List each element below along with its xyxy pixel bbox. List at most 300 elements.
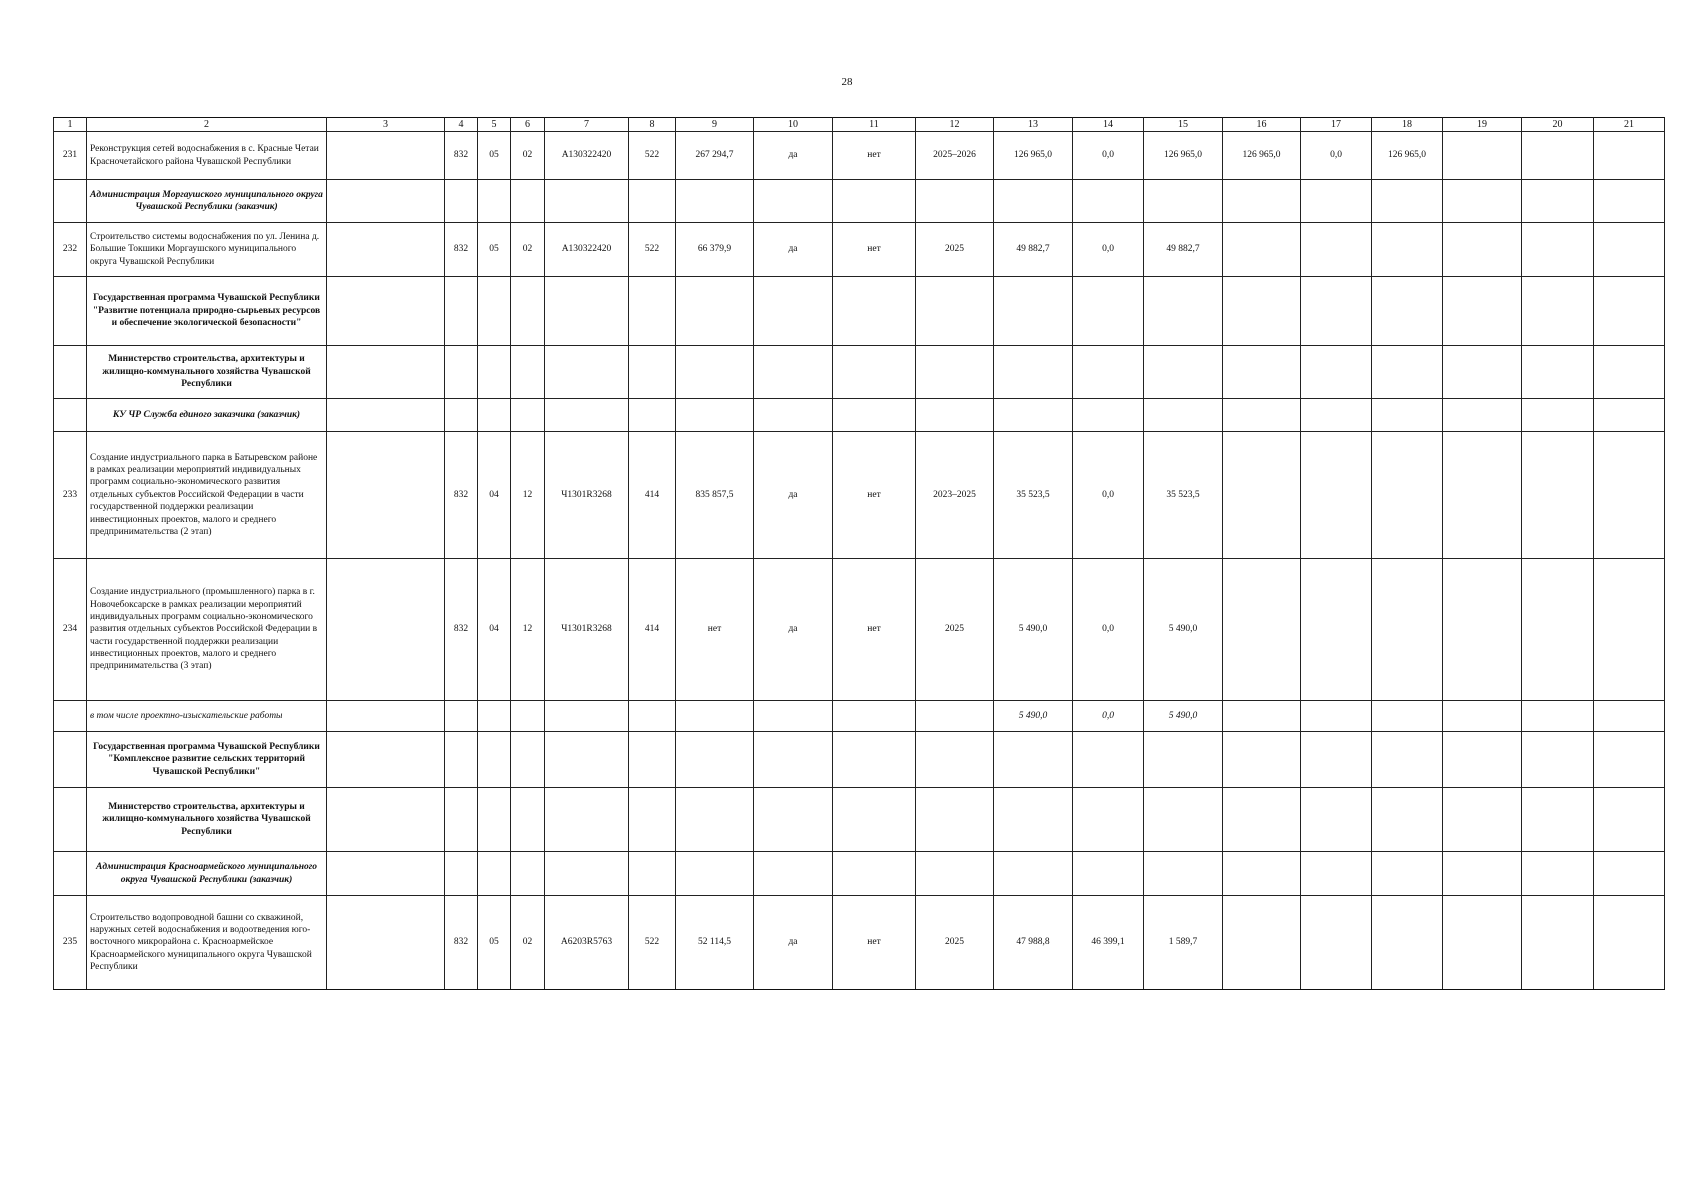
cell-c19: [1443, 788, 1522, 852]
cell-c16: [1223, 732, 1301, 788]
column-header: 4: [445, 118, 478, 132]
cell-c5: 04: [478, 432, 511, 559]
cell-c4: 832: [445, 432, 478, 559]
cell-c20: [1522, 180, 1594, 223]
object-name: Создание индустриального (промышленного) парка в г. Новочебоксарске в рамках реализации мероприятий индивидуальных программ социально-экономического развития отдельных субъектов Российской Федерации в части государственной поддержки реализации инвестиционных проектов, малого и среднего предпринимательства (3 этап): [87, 559, 327, 701]
cell-c16: [1223, 277, 1301, 346]
cell-c13: 47 988,8: [994, 896, 1073, 990]
cell-c6: 02: [511, 132, 545, 180]
cell-c11: [833, 346, 916, 399]
cell-c8: 522: [629, 132, 676, 180]
cell-c3: [327, 432, 445, 559]
cell-c11: нет: [833, 559, 916, 701]
cell-c19: [1443, 346, 1522, 399]
column-header: 8: [629, 118, 676, 132]
cell-c7: Ч1301R3268: [545, 559, 629, 701]
cell-c7: А130322420: [545, 223, 629, 277]
cell-c15: [1144, 788, 1223, 852]
cell-c13: [994, 399, 1073, 432]
cell-c9: 835 857,5: [676, 432, 754, 559]
cell-c14: 0,0: [1073, 432, 1144, 559]
row-number: [54, 346, 87, 399]
cell-c13: [994, 346, 1073, 399]
column-header: 16: [1223, 118, 1301, 132]
section-heading: Администрация Моргаушского муниципального округа Чувашской Республики (заказчик): [87, 180, 327, 223]
column-header: 18: [1372, 118, 1443, 132]
row-number: [54, 277, 87, 346]
cell-c17: [1301, 788, 1372, 852]
cell-c18: [1372, 223, 1443, 277]
cell-c21: [1594, 399, 1665, 432]
row-number: [54, 180, 87, 223]
cell-c5: 05: [478, 896, 511, 990]
section-heading: КУ ЧР Служба единого заказчика (заказчик): [87, 399, 327, 432]
cell-c3: [327, 399, 445, 432]
cell-c20: [1522, 399, 1594, 432]
cell-c15: 49 882,7: [1144, 223, 1223, 277]
cell-c21: [1594, 132, 1665, 180]
cell-c18: [1372, 559, 1443, 701]
cell-c10: [754, 277, 833, 346]
cell-c5: [478, 180, 511, 223]
cell-c4: [445, 277, 478, 346]
cell-c18: [1372, 896, 1443, 990]
row-number: [54, 701, 87, 732]
cell-c21: [1594, 788, 1665, 852]
cell-c9: [676, 852, 754, 896]
cell-c19: [1443, 852, 1522, 896]
object-name: Строительство системы водоснабжения по ул. Ленина д. Большие Токшики Моргаушского муниципального округа Чувашской Республики: [87, 223, 327, 277]
cell-c16: 126 965,0: [1223, 132, 1301, 180]
table-row: [54, 896, 1665, 990]
cell-c7: [545, 788, 629, 852]
cell-c12: [916, 346, 994, 399]
section-heading: Государственная программа Чувашской Республики "Комплексное развитие сельских территорий Чувашской Республики": [87, 732, 327, 788]
row-number: 234: [54, 559, 87, 701]
cell-c5: [478, 852, 511, 896]
cell-c10: да: [754, 896, 833, 990]
column-header: 15: [1144, 118, 1223, 132]
section-heading: Министерство строительства, архитектуры и жилищно-коммунального хозяйства Чувашской Республики: [87, 346, 327, 399]
cell-c17: [1301, 896, 1372, 990]
row-number: 235: [54, 896, 87, 990]
cell-c5: [478, 399, 511, 432]
cell-c19: [1443, 896, 1522, 990]
cell-c16: [1223, 223, 1301, 277]
cell-c15: [1144, 852, 1223, 896]
column-header: 11: [833, 118, 916, 132]
cell-c6: [511, 399, 545, 432]
cell-c3: [327, 701, 445, 732]
column-header: 7: [545, 118, 629, 132]
cell-c16: [1223, 701, 1301, 732]
cell-c13: [994, 732, 1073, 788]
cell-c20: [1522, 132, 1594, 180]
cell-c11: нет: [833, 223, 916, 277]
cell-c10: [754, 180, 833, 223]
cell-c4: [445, 852, 478, 896]
cell-c9: [676, 180, 754, 223]
cell-c6: [511, 277, 545, 346]
cell-c20: [1522, 896, 1594, 990]
cell-c13: [994, 852, 1073, 896]
cell-c14: [1073, 399, 1144, 432]
cell-c12: 2023–2025: [916, 432, 994, 559]
cell-c13: [994, 277, 1073, 346]
cell-c5: 04: [478, 559, 511, 701]
cell-c14: [1073, 277, 1144, 346]
cell-c5: 05: [478, 132, 511, 180]
cell-c3: [327, 223, 445, 277]
section-heading: Министерство строительства, архитектуры и жилищно-коммунального хозяйства Чувашской Республики: [87, 788, 327, 852]
cell-c18: [1372, 399, 1443, 432]
column-header: 1: [54, 118, 87, 132]
cell-c21: [1594, 896, 1665, 990]
cell-c10: да: [754, 132, 833, 180]
cell-c8: [629, 732, 676, 788]
cell-c8: [629, 788, 676, 852]
cell-c4: 832: [445, 896, 478, 990]
cell-c5: [478, 732, 511, 788]
cell-c13: 126 965,0: [994, 132, 1073, 180]
cell-c19: [1443, 132, 1522, 180]
cell-c12: [916, 732, 994, 788]
cell-c12: [916, 788, 994, 852]
budget-table: [53, 117, 1665, 990]
cell-c5: [478, 346, 511, 399]
table-row: [54, 788, 1665, 852]
cell-c6: [511, 346, 545, 399]
cell-c20: [1522, 223, 1594, 277]
cell-c8: [629, 852, 676, 896]
cell-c17: [1301, 346, 1372, 399]
cell-c15: [1144, 346, 1223, 399]
cell-c14: [1073, 788, 1144, 852]
cell-c18: [1372, 852, 1443, 896]
cell-c17: [1301, 732, 1372, 788]
column-header: 21: [1594, 118, 1665, 132]
column-header: 12: [916, 118, 994, 132]
cell-c20: [1522, 432, 1594, 559]
cell-c11: [833, 732, 916, 788]
table-row: [54, 852, 1665, 896]
cell-c21: [1594, 277, 1665, 346]
cell-c19: [1443, 399, 1522, 432]
cell-c10: [754, 701, 833, 732]
cell-c9: [676, 788, 754, 852]
cell-c8: 414: [629, 432, 676, 559]
cell-c4: [445, 346, 478, 399]
column-header: 14: [1073, 118, 1144, 132]
cell-c10: да: [754, 432, 833, 559]
cell-c8: [629, 180, 676, 223]
cell-c14: [1073, 180, 1144, 223]
cell-c7: [545, 277, 629, 346]
cell-c19: [1443, 732, 1522, 788]
object-name: Реконструкция сетей водоснабжения в с. Красные Четаи Красночетайского района Чувашской Республики: [87, 132, 327, 180]
table-row: [54, 223, 1665, 277]
cell-c17: 0,0: [1301, 132, 1372, 180]
cell-c14: 0,0: [1073, 223, 1144, 277]
cell-c16: [1223, 180, 1301, 223]
column-header: 13: [994, 118, 1073, 132]
cell-c12: 2025: [916, 896, 994, 990]
column-header: 2: [87, 118, 327, 132]
cell-c11: [833, 180, 916, 223]
table-row: [54, 559, 1665, 701]
cell-c3: [327, 852, 445, 896]
cell-c7: А130322420: [545, 132, 629, 180]
cell-c21: [1594, 346, 1665, 399]
cell-c15: [1144, 277, 1223, 346]
cell-c8: 522: [629, 223, 676, 277]
cell-c11: нет: [833, 432, 916, 559]
cell-c20: [1522, 559, 1594, 701]
column-header: 19: [1443, 118, 1522, 132]
cell-c11: [833, 399, 916, 432]
cell-c8: 522: [629, 896, 676, 990]
cell-c7: [545, 399, 629, 432]
cell-c3: [327, 896, 445, 990]
cell-c15: 126 965,0: [1144, 132, 1223, 180]
cell-c12: [916, 852, 994, 896]
cell-c6: 12: [511, 559, 545, 701]
cell-c15: 5 490,0: [1144, 701, 1223, 732]
column-header: 9: [676, 118, 754, 132]
cell-c21: [1594, 223, 1665, 277]
cell-c6: [511, 180, 545, 223]
cell-c14: 46 399,1: [1073, 896, 1144, 990]
cell-c17: [1301, 432, 1372, 559]
cell-c14: 0,0: [1073, 559, 1144, 701]
cell-c4: [445, 701, 478, 732]
column-header: 20: [1522, 118, 1594, 132]
cell-c11: [833, 277, 916, 346]
cell-c4: 832: [445, 223, 478, 277]
cell-c16: [1223, 399, 1301, 432]
cell-c17: [1301, 180, 1372, 223]
cell-c17: [1301, 852, 1372, 896]
cell-c9: [676, 701, 754, 732]
cell-c13: [994, 788, 1073, 852]
cell-c8: [629, 701, 676, 732]
cell-c15: [1144, 732, 1223, 788]
cell-c6: 02: [511, 223, 545, 277]
column-header-row: [54, 118, 1665, 132]
cell-c13: [994, 180, 1073, 223]
subtotal-label: в том числе проектно-изыскательские работы: [87, 701, 327, 732]
row-number: [54, 399, 87, 432]
cell-c12: 2025: [916, 223, 994, 277]
cell-c3: [327, 277, 445, 346]
cell-c12: [916, 180, 994, 223]
row-number: [54, 732, 87, 788]
cell-c17: [1301, 399, 1372, 432]
cell-c18: 126 965,0: [1372, 132, 1443, 180]
cell-c4: 832: [445, 132, 478, 180]
cell-c19: [1443, 223, 1522, 277]
cell-c19: [1443, 432, 1522, 559]
column-header: 3: [327, 118, 445, 132]
column-header: 17: [1301, 118, 1372, 132]
cell-c5: [478, 788, 511, 852]
cell-c10: [754, 346, 833, 399]
cell-c18: [1372, 277, 1443, 346]
cell-c14: [1073, 732, 1144, 788]
cell-c14: 0,0: [1073, 701, 1144, 732]
cell-c15: 35 523,5: [1144, 432, 1223, 559]
cell-c19: [1443, 559, 1522, 701]
cell-c20: [1522, 732, 1594, 788]
cell-c20: [1522, 701, 1594, 732]
cell-c10: [754, 732, 833, 788]
cell-c13: 49 882,7: [994, 223, 1073, 277]
cell-c10: да: [754, 559, 833, 701]
cell-c12: [916, 399, 994, 432]
cell-c13: 5 490,0: [994, 559, 1073, 701]
cell-c6: [511, 732, 545, 788]
cell-c3: [327, 132, 445, 180]
table-row: [54, 180, 1665, 223]
table-row: [54, 399, 1665, 432]
cell-c8: [629, 346, 676, 399]
cell-c14: [1073, 852, 1144, 896]
cell-c16: [1223, 432, 1301, 559]
table-row: [54, 701, 1665, 732]
cell-c19: [1443, 701, 1522, 732]
cell-c7: [545, 732, 629, 788]
cell-c16: [1223, 559, 1301, 701]
cell-c18: [1372, 701, 1443, 732]
cell-c6: 02: [511, 896, 545, 990]
cell-c7: А6203R5763: [545, 896, 629, 990]
table-row: [54, 346, 1665, 399]
cell-c7: [545, 180, 629, 223]
table-row: [54, 732, 1665, 788]
row-number: 233: [54, 432, 87, 559]
cell-c16: [1223, 346, 1301, 399]
cell-c5: 05: [478, 223, 511, 277]
cell-c12: [916, 277, 994, 346]
cell-c6: 12: [511, 432, 545, 559]
table-row: [54, 132, 1665, 180]
cell-c18: [1372, 346, 1443, 399]
cell-c21: [1594, 432, 1665, 559]
cell-c21: [1594, 701, 1665, 732]
table-row: [54, 277, 1665, 346]
column-header: 6: [511, 118, 545, 132]
row-number: [54, 852, 87, 896]
cell-c16: [1223, 788, 1301, 852]
cell-c9: 52 114,5: [676, 896, 754, 990]
cell-c21: [1594, 559, 1665, 701]
cell-c9: [676, 399, 754, 432]
cell-c3: [327, 346, 445, 399]
cell-c10: да: [754, 223, 833, 277]
cell-c5: [478, 701, 511, 732]
cell-c18: [1372, 180, 1443, 223]
cell-c15: 5 490,0: [1144, 559, 1223, 701]
cell-c3: [327, 732, 445, 788]
cell-c10: [754, 399, 833, 432]
cell-c15: [1144, 180, 1223, 223]
object-name: Строительство водопроводной башни со скважиной, наружных сетей водоснабжения и водоотведения юго-восточного микрорайона с. Красноармейское Красноармейского муниципального округа Чувашской Республики: [87, 896, 327, 990]
cell-c5: [478, 277, 511, 346]
cell-c17: [1301, 559, 1372, 701]
cell-c21: [1594, 180, 1665, 223]
cell-c13: 5 490,0: [994, 701, 1073, 732]
cell-c7: [545, 346, 629, 399]
cell-c14: [1073, 346, 1144, 399]
cell-c10: [754, 788, 833, 852]
cell-c18: [1372, 788, 1443, 852]
cell-c7: Ч1301R3268: [545, 432, 629, 559]
cell-c9: 66 379,9: [676, 223, 754, 277]
cell-c17: [1301, 277, 1372, 346]
cell-c20: [1522, 346, 1594, 399]
cell-c20: [1522, 277, 1594, 346]
cell-c21: [1594, 852, 1665, 896]
column-header: 5: [478, 118, 511, 132]
cell-c16: [1223, 852, 1301, 896]
cell-c14: 0,0: [1073, 132, 1144, 180]
cell-c8: 414: [629, 559, 676, 701]
cell-c11: [833, 852, 916, 896]
cell-c20: [1522, 788, 1594, 852]
cell-c12: 2025: [916, 559, 994, 701]
page-number: 28: [841, 76, 853, 88]
cell-c11: [833, 788, 916, 852]
cell-c8: [629, 399, 676, 432]
cell-c15: 1 589,7: [1144, 896, 1223, 990]
cell-c6: [511, 788, 545, 852]
cell-c6: [511, 852, 545, 896]
cell-c18: [1372, 732, 1443, 788]
cell-c4: [445, 788, 478, 852]
row-number: 231: [54, 132, 87, 180]
cell-c21: [1594, 732, 1665, 788]
cell-c11: нет: [833, 896, 916, 990]
cell-c10: [754, 852, 833, 896]
column-header: 10: [754, 118, 833, 132]
cell-c4: 832: [445, 559, 478, 701]
cell-c9: 267 294,7: [676, 132, 754, 180]
cell-c4: [445, 732, 478, 788]
cell-c4: [445, 180, 478, 223]
section-heading: Администрация Красноармейского муниципального округа Чувашской Республики (заказчик): [87, 852, 327, 896]
cell-c19: [1443, 277, 1522, 346]
section-heading: Государственная программа Чувашской Республики "Развитие потенциала природно-сырьевых ресурсов и обеспечение экологической безопасности": [87, 277, 327, 346]
cell-c17: [1301, 701, 1372, 732]
cell-c11: [833, 701, 916, 732]
row-number: 232: [54, 223, 87, 277]
cell-c3: [327, 180, 445, 223]
row-number: [54, 788, 87, 852]
cell-c8: [629, 277, 676, 346]
cell-c4: [445, 399, 478, 432]
cell-c12: [916, 701, 994, 732]
cell-c7: [545, 852, 629, 896]
cell-c12: 2025–2026: [916, 132, 994, 180]
cell-c15: [1144, 399, 1223, 432]
cell-c9: [676, 732, 754, 788]
cell-c3: [327, 559, 445, 701]
cell-c9: [676, 346, 754, 399]
cell-c16: [1223, 896, 1301, 990]
cell-c19: [1443, 180, 1522, 223]
cell-c17: [1301, 223, 1372, 277]
cell-c9: [676, 277, 754, 346]
